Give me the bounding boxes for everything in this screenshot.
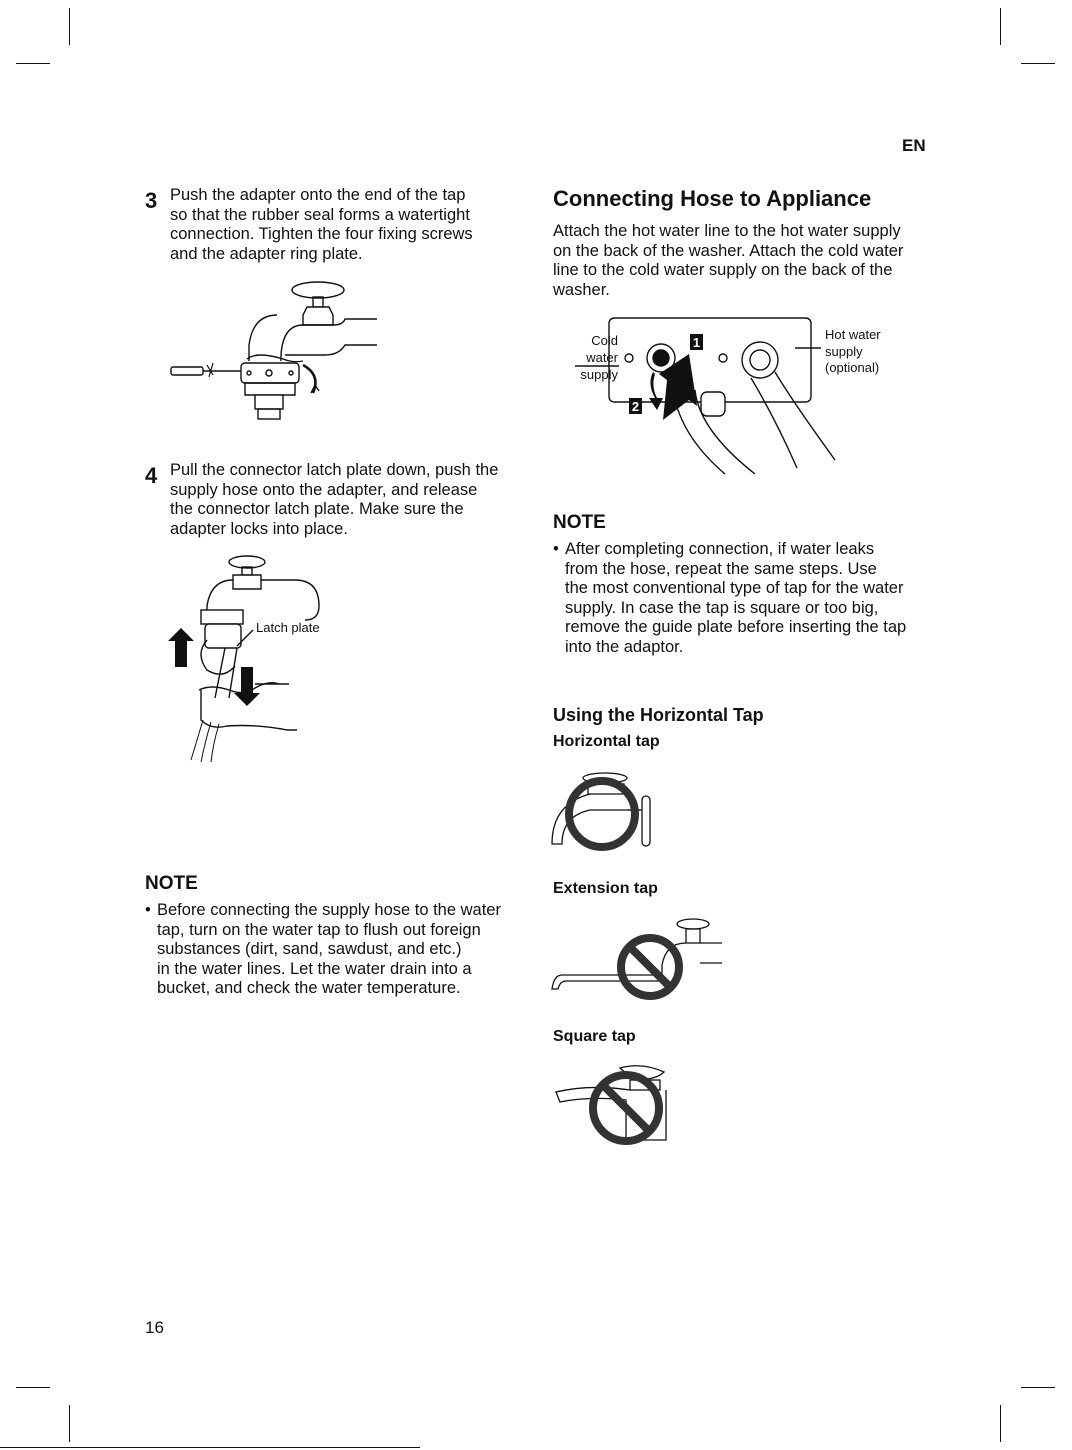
horizontal-tap-figure <box>550 770 660 855</box>
hot-water-label <box>825 327 881 377</box>
subsection-title: Using the Horizontal Tap <box>553 705 764 725</box>
page-number: 16 <box>145 1318 164 1337</box>
crop-mark <box>1000 8 1001 45</box>
right-note-text: After completing connection, if water leaks from the hose, repeat the same steps. Use the most conventional type of tap for the water supply. In case the tap is square or too big, remove the guide plate before inserting the tap into the adaptor. <box>565 540 907 656</box>
adapter-tap-figure <box>165 275 385 425</box>
right-note-heading: NOTE <box>553 512 606 533</box>
cold-water-label <box>578 332 618 383</box>
section-title: Connecting Hose to Appliance <box>553 186 872 211</box>
tap-type-label-horizontal: Horizontal tap <box>553 733 660 750</box>
hot-label-line: supply <box>825 343 863 359</box>
marker-2: 2 <box>631 399 640 414</box>
language-tag: EN <box>902 136 926 155</box>
step-3-text: Push the adapter onto the end of the tap so that the rubber seal forms a watertight connection. Tighten the four fixing screws and the adapter ring plate. <box>170 186 473 263</box>
cold-label-line: water <box>586 350 618 365</box>
latch-plate-figure <box>165 550 365 770</box>
tap-type-label-extension: Extension tap <box>553 880 658 897</box>
left-note-heading: NOTE <box>145 873 198 894</box>
crop-mark <box>16 63 50 64</box>
left-note-text: Before connecting the supply hose to the water tap, turn on the water tap to flush out foreign substances (dirt, sand, sawdust, and etc.) in the water lines. Let the water drain into a bucket, and check the water temperature. <box>157 901 501 997</box>
bullet-icon: • <box>553 540 559 558</box>
latch-plate-label: Latch plate <box>256 620 320 635</box>
crop-mark <box>1021 1387 1055 1388</box>
step-number-4: 4 <box>145 463 158 488</box>
square-tap-figure <box>550 1060 680 1145</box>
crop-mark <box>1021 63 1055 64</box>
step-4-text: Pull the connector latch plate down, push the supply hose onto the adapter, and release the connector latch plate. Make sure the adapter locks into place. <box>170 461 499 538</box>
section-intro: Attach the hot water line to the hot water supply on the back of the washer. Attach the cold water line to the cold water supply on the back of the washer. <box>553 222 904 299</box>
hot-label-line: (optional) <box>825 360 880 375</box>
marker-1: 1 <box>692 335 701 350</box>
tap-type-label-square: Square tap <box>553 1028 636 1045</box>
hot-label-line: Hot water <box>825 327 881 342</box>
cold-label-line: supply <box>580 367 618 382</box>
crop-mark <box>69 1405 70 1442</box>
crop-mark <box>16 1387 50 1388</box>
cold-label-line: Cold <box>591 333 618 348</box>
crop-mark <box>1000 1405 1001 1442</box>
crop-mark <box>69 8 70 45</box>
step-number-3: 3 <box>145 188 158 213</box>
bottom-rule <box>0 1447 420 1448</box>
extension-tap-figure <box>550 915 730 1005</box>
bullet-icon: • <box>145 901 151 919</box>
